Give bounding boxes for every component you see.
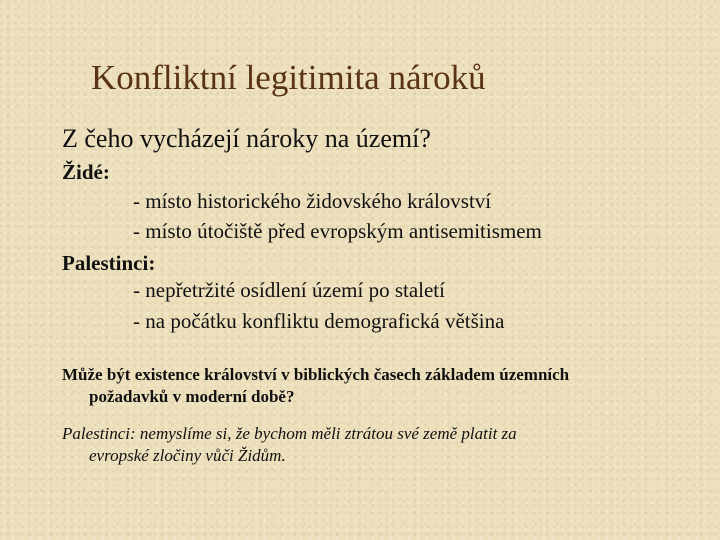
secondary-question-line-1: Může být existence království v biblických časech základem územních (62, 365, 570, 384)
quote-line-2: evropské zločiny vůči Židům. (89, 446, 286, 465)
secondary-question-line-2: požadavků v moderní době? (89, 387, 295, 406)
group-label-palestinians: Palestinci: (62, 251, 156, 275)
quote-paragraph (62, 423, 662, 467)
list-item: - na počátku konfliktu demografická většina (133, 309, 505, 333)
list-item: - místo historického židovského království (133, 189, 492, 213)
secondary-question (62, 364, 662, 408)
list-item: - místo útočiště před evropským antisemitismem (133, 219, 542, 243)
main-question: Z čeho vycházejí nároky na území? (62, 124, 431, 153)
list-item: - nepřetržité osídlení území po staletí (133, 278, 445, 302)
slide-title: Konfliktní legitimita nároků (91, 58, 486, 97)
quote-line-1: Palestinci: nemyslíme si, že bychom měli ztrátou své země platit za (62, 424, 517, 443)
group-label-jews: Židé: (62, 160, 110, 184)
